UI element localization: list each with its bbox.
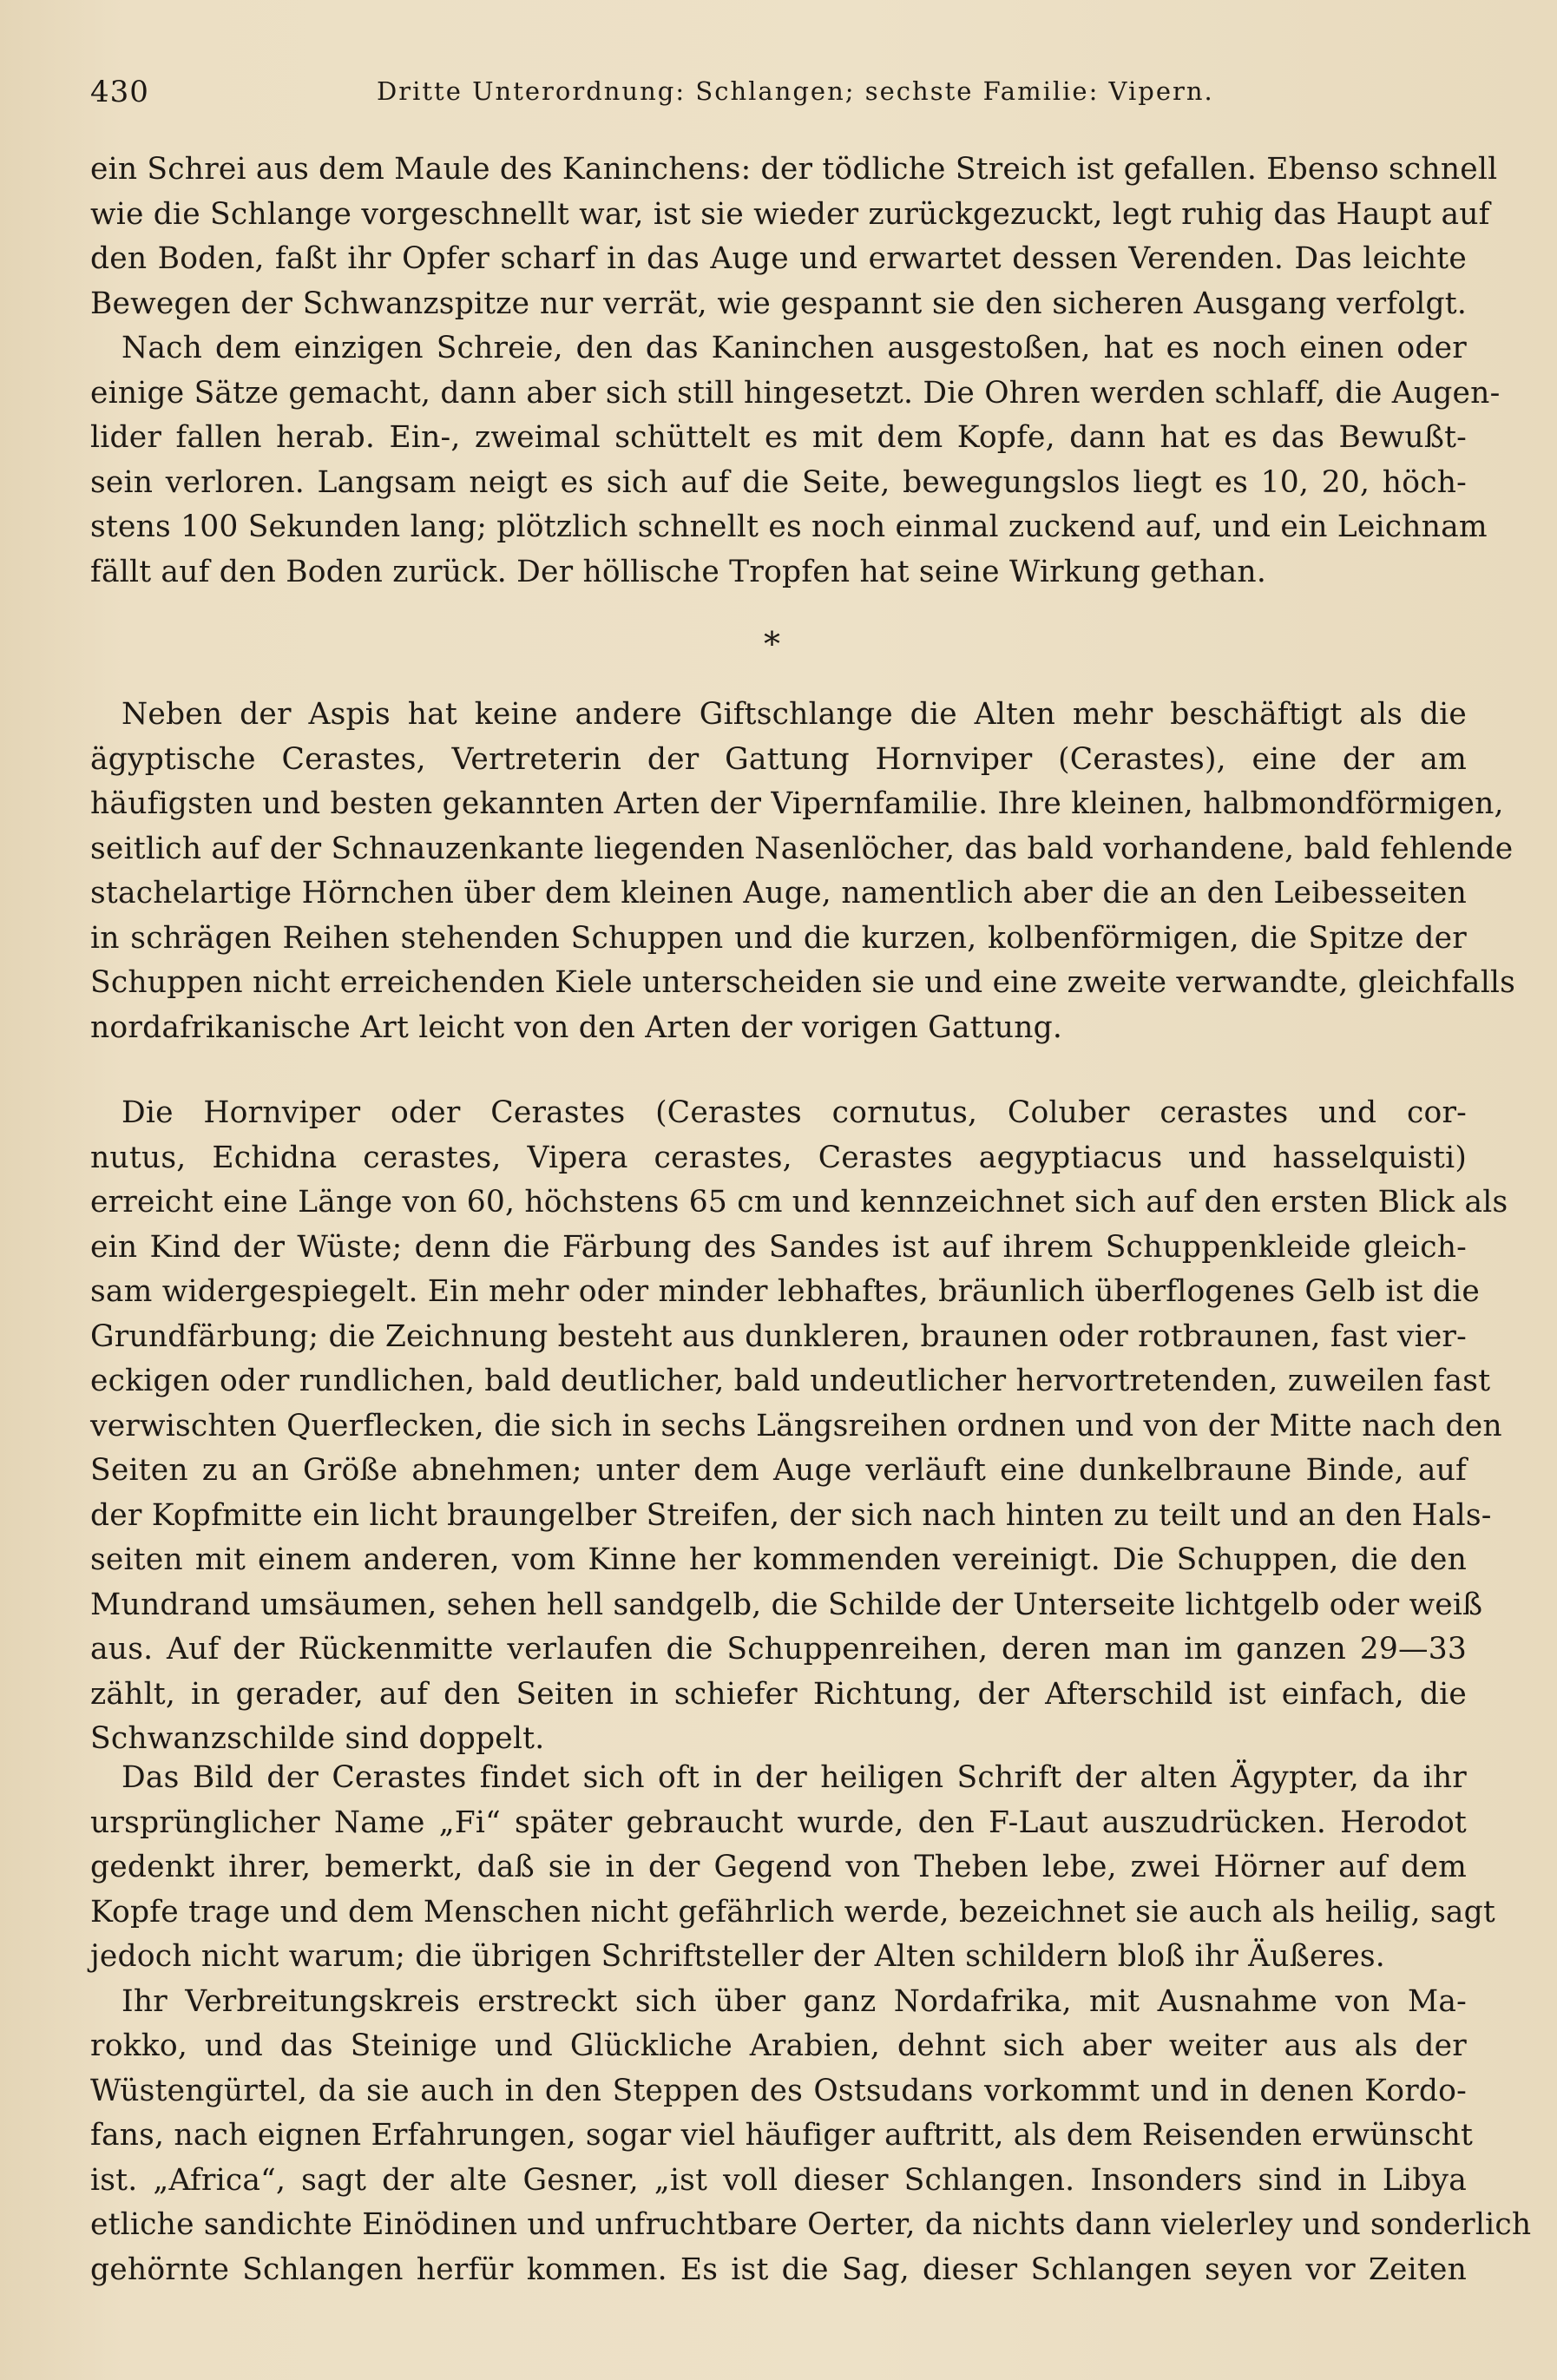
text-line: ein Schrei aus dem Maule des Kaninchens: der tödliche Streich ist gefallen. Ebenso schnell: [90, 152, 1498, 187]
text-line: stachelartige Hörnchen über dem kleinen Auge, namentlich aber die an den Leibesseiten: [90, 876, 1467, 911]
text-line: stens 100 Sekunden lang; plötzlich schnellt es noch einmal zuckend auf, und ein Leichnam: [90, 510, 1488, 544]
text-line: fans, nach eignen Erfahrungen, sogar viel häufiger auftritt, als dem Reisenden erwünscht: [90, 2118, 1474, 2153]
text-line: Kopfe trage und dem Menschen nicht gefährlich werde, bezeichnet sie auch als heilig, sagt: [90, 1894, 1495, 1930]
text-line: Schwanzschilde sind doppelt.: [90, 1721, 545, 1756]
text-line: ein Kind der Wüste; denn die Färbung des Sandes ist auf ihrem Schuppenkleide gleich-: [90, 1229, 1467, 1265]
text-line: verwischten Querflecken, die sich in sechs Längsreihen ordnen und von der Mitte nach den: [90, 1408, 1502, 1443]
text-line: gedenkt ihrer, bemerkt, daß sie in der Gegend von Theben lebe, zwei Hörner auf dem: [90, 1850, 1467, 1884]
page-header: [90, 75, 1467, 127]
text-line: in schrägen Reihen stehenden Schuppen und die kurzen, kolbenförmigen, die Spitze der: [90, 920, 1467, 956]
text-line: wie die Schlange vorgeschnellt war, ist sie wieder zurückgezuckt, legt ruhig das Haupt auf: [90, 196, 1490, 232]
text-line: jedoch nicht warum; die übrigen Schriftsteller der Alten schildern bloß ihr Äußeres.: [90, 1939, 1385, 1974]
text-line: den Boden, faßt ihr Opfer scharf in das Auge und erwartet dessen Verenden. Das leichte: [90, 241, 1467, 276]
section-separator: *: [764, 625, 780, 663]
text-line: sam widergespiegelt. Ein mehr oder minder lebhaftes, bräunlich überflogenes Gelb ist die: [90, 1274, 1480, 1309]
text-line: sein verloren. Langsam neigt es sich auf die Seite, bewegungslos liegt es 10, 20, höch-: [90, 464, 1467, 500]
text-line: lider fallen herab. Ein-, zweimal schüttelt es mit dem Kopfe, dann hat es das Bewußt-: [90, 420, 1467, 455]
text-line: nordafrikanische Art leicht von den Arten der vorigen Gattung.: [90, 1009, 1063, 1045]
text-line: nutus, Echidna cerastes, Vipera cerastes, Cerastes aegyptiacus und hasselquisti): [90, 1140, 1467, 1175]
text-line: ist. „Africa“, sagt der alte Gesner, „ist voll dieser Schlangen. Insonders sind in Libya: [90, 2162, 1467, 2198]
text-line: Nach dem einzigen Schreie, den das Kaninchen ausgestoßen, hat es noch einen oder: [122, 331, 1467, 365]
text-line: Schuppen nicht erreichenden Kiele unterscheiden sie und eine zweite verwandte, gleichfalls: [90, 965, 1516, 1000]
text-line: zählt, in gerader, auf den Seiten in schiefer Richtung, der Afterschild ist einfach, die: [90, 1676, 1467, 1712]
text-line: erreicht eine Länge von 60, höchstens 65 cm und kennzeichnet sich auf den ersten Blick als: [90, 1185, 1508, 1220]
paragraph-hornviper-description: [90, 1091, 1508, 1762]
text-line: Grundfärbung; die Zeichnung besteht aus dunkleren, braunen oder rotbraunen, fast vier-: [90, 1318, 1467, 1354]
text-line: Mundrand umsäumen, sehen hell sandgelb, die Schilde der Unterseite lichtgelb oder weiß: [90, 1587, 1483, 1622]
text-line: rokko, und das Steinige und Glückliche Arabien, dehnt sich aber weiter aus als der: [90, 2028, 1467, 2063]
paragraph-kaninchen: [90, 148, 1501, 595]
text-line: der Kopfmitte ein licht braungelber Streifen, der sich nach hinten zu teilt und an den Hals-: [90, 1497, 1492, 1533]
text-line: ursprünglicher Name „Fi“ später gebraucht wurde, den F-Laut auszudrücken. Herodot: [90, 1805, 1467, 1840]
paragraph-cerastes-intro: [90, 693, 1516, 1050]
running-title: Dritte Unterordnung: Schlangen; sechste Familie: Vipern.: [377, 76, 1214, 106]
text-line: Wüstengürtel, da sie auch in den Steppen des Ostsudans vorkommt und in denen Kordo-: [90, 2073, 1467, 2108]
text-line: Das Bild der Cerastes findet sich oft in der heiligen Schrift der alten Ägypter, da ihr: [122, 1760, 1467, 1795]
text-line: aus. Auf der Rückenmitte verlaufen die Schuppenreihen, deren man im ganzen 29—33: [90, 1632, 1467, 1667]
text-line: Ihr Verbreitungskreis erstreckt sich über ganz Nordafrika, mit Ausnahme von Ma-: [122, 1983, 1467, 2019]
page-number: 430: [90, 75, 149, 109]
text-line: gehörnte Schlangen herfür kommen. Es ist die Sag, dieser Schlangen seyen vor Zeiten: [90, 2252, 1467, 2287]
text-line: einige Sätze gemacht, dann aber sich still hingesetzt. Die Ohren werden schlaff, die Augen-: [90, 375, 1501, 411]
text-line: etliche sandichte Einödinen und unfruchtbare Oerter, da nichts dann vielerley und sonderlich: [90, 2207, 1532, 2242]
text-line: Bewegen der Schwanzspitze nur verrät, wie gespannt sie den sicheren Ausgang verfolgt.: [90, 286, 1467, 321]
paragraph-history-distribution: [90, 1756, 1532, 2292]
text-line: seiten mit einem anderen, vom Kinne her kommenden vereinigt. Die Schuppen, die den: [90, 1542, 1467, 1577]
text-line: häufigsten und besten gekannten Arten der Vipernfamilie. Ihre kleinen, halbmondförmigen,: [90, 786, 1504, 821]
text-line: Seiten zu an Größe abnehmen; unter dem Auge verläuft eine dunkelbraune Binde, auf: [90, 1453, 1467, 1488]
text-line: Neben der Aspis hat keine andere Giftschlange die Alten mehr beschäftigt als die: [122, 697, 1467, 732]
text-line: ägyptische Cerastes, Vertreterin der Gattung Hornviper (Cerastes), eine der am: [90, 741, 1467, 777]
text-line: fällt auf den Boden zurück. Der höllische Tropfen hat seine Wirkung gethan.: [90, 554, 1267, 589]
text-line: seitlich auf der Schnauzenkante liegenden Nasenlöcher, das bald vorhandene, bald fehlende: [90, 831, 1514, 866]
text-line: eckigen oder rundlichen, bald deutlicher, bald undeutlicher hervortretenden, zuweilen fast: [90, 1364, 1491, 1398]
text-line: Die Hornviper oder Cerastes (Cerastes cornutus, Coluber cerastes und cor-: [122, 1095, 1467, 1130]
